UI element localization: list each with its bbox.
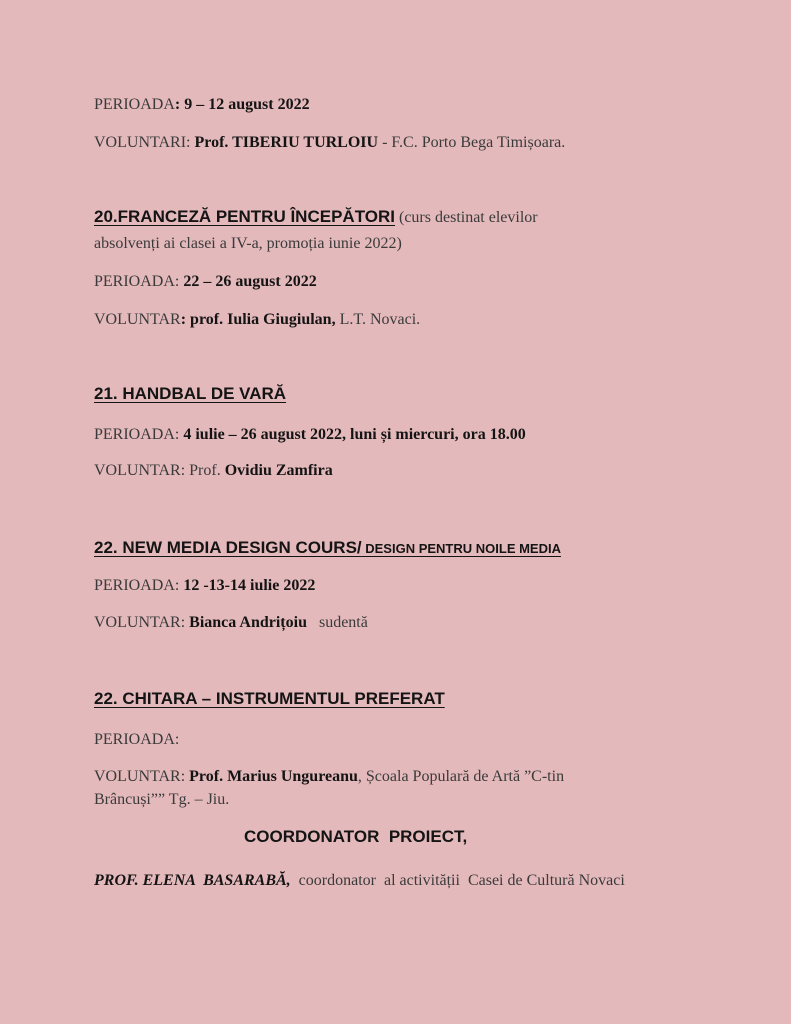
s20-volunteer xyxy=(94,310,420,330)
s19-volunteers xyxy=(94,133,565,153)
s20-note-line2: absolvenți ai clasei a IV-a, promoția iunie 2022) xyxy=(94,235,402,252)
period-value: 22 – 26 august 2022 xyxy=(183,273,317,290)
s21-period xyxy=(94,425,526,445)
volunteer-name: Prof. Marius Ungureanu xyxy=(189,768,358,785)
s22b-volunteer xyxy=(94,767,564,787)
volunteer-name: : prof. Iulia Giugiulan, xyxy=(180,311,336,328)
s22a-volunteer xyxy=(94,613,368,633)
volunteer-affiliation: sudentă xyxy=(306,614,368,631)
s21-volunteer xyxy=(94,461,333,481)
coordinator-heading: COORDONATOR PROIECT, xyxy=(244,827,468,846)
volunteer-label: VOLUNTAR: xyxy=(94,614,190,631)
s22a-title-small: DESIGN PENTRU NOILE MEDIA xyxy=(361,541,561,556)
volunteer-name: Bianca Andrițoiu xyxy=(189,614,307,631)
period-label: PERIOADA: xyxy=(94,273,184,290)
s22a-heading xyxy=(94,537,561,560)
s22a-title-main: 22. NEW MEDIA DESIGN COURS/ xyxy=(94,538,362,557)
s22a-title xyxy=(94,538,561,557)
volunteer-affiliation: - F.C. Porto Bega Timișoara. xyxy=(378,134,566,151)
s20-heading xyxy=(94,206,538,229)
s20-title: 20.FRANCEZĂ PENTRU ÎNCEPĂTORI xyxy=(94,207,395,226)
s22b-period xyxy=(94,730,179,750)
s21-title: 21. HANDBAL DE VARĂ xyxy=(94,384,287,403)
volunteer-affiliation: , Școala Populară de Artă ”C-tin xyxy=(357,768,565,785)
volunteer-label: VOLUNTAR: xyxy=(94,768,190,785)
period-value: 12 -13-14 iulie 2022 xyxy=(183,577,316,594)
s22b-volunteer-line2: Brâncuși”” Tg. – Jiu. xyxy=(94,791,230,808)
volunteer-label: VOLUNTAR: Prof. xyxy=(94,462,225,479)
volunteer-label: VOLUNTAR xyxy=(94,311,181,328)
volunteer-affiliation: L.T. Novaci. xyxy=(335,311,421,328)
volunteer-name: Ovidiu Zamfira xyxy=(224,462,333,479)
s20-note: (curs destinat elevilor xyxy=(395,209,538,226)
s20-period xyxy=(94,272,317,292)
s22a-period xyxy=(94,576,315,596)
period-label: PERIOADA xyxy=(94,96,175,113)
s21-heading xyxy=(94,383,286,405)
coordinator-role: coordonator al activității Casei de Cultură Novaci xyxy=(290,872,625,889)
coordinator-name: PROF. ELENA BASARABĂ, xyxy=(94,872,291,889)
s22b-heading xyxy=(94,688,445,710)
coordinator-signature xyxy=(94,871,625,891)
s19-period xyxy=(94,95,310,115)
s22b-title: 22. CHITARA – INSTRUMENTUL PREFERAT xyxy=(94,689,445,708)
period-label: PERIOADA: xyxy=(94,577,184,594)
period-value: 4 iulie – 26 august 2022, luni și miercuri, ora 18.00 xyxy=(183,426,526,443)
period-label: PERIOADA: xyxy=(94,731,180,748)
volunteer-label: VOLUNTARI: xyxy=(94,134,195,151)
volunteer-name: Prof. TIBERIU TURLOIU xyxy=(194,134,379,151)
period-label: PERIOADA: xyxy=(94,426,184,443)
period-value: : 9 – 12 august 2022 xyxy=(174,96,310,113)
